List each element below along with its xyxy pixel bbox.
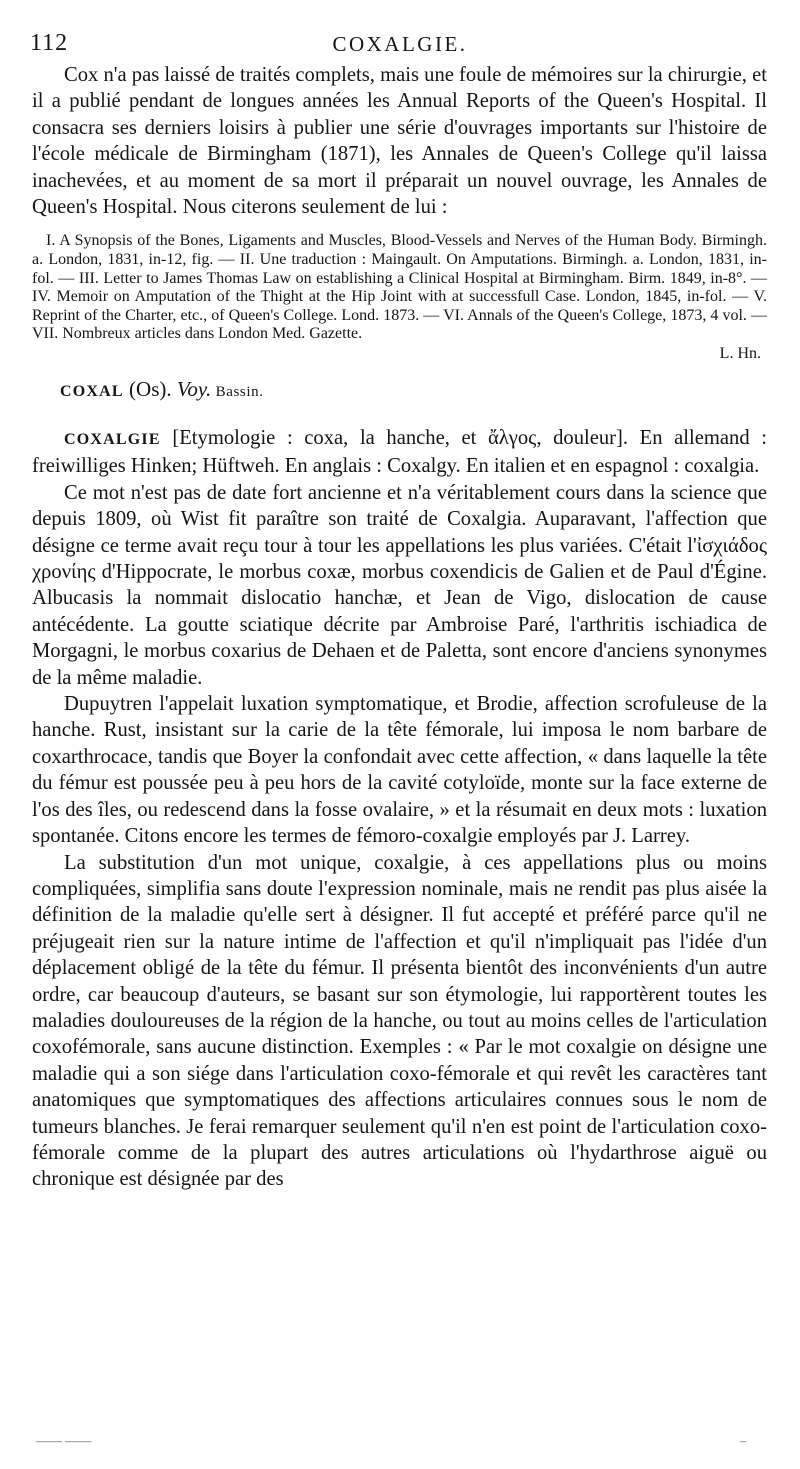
entry-coxal-voy: Voy. [176, 377, 212, 401]
author-signature: L. Hn. [719, 345, 761, 362]
page-number: 112 [30, 30, 69, 56]
etymology: [Etymologie : coxa, la hanche, et ἄλγος, douleur]. En allemand : freiwilliges Hinken; Hüftweh. En anglais : Coxalgy. En italien et en espagnol : coxalgia. [32, 427, 767, 478]
running-header [30, 30, 770, 58]
entry-coxal-os: (Os). [123, 377, 177, 401]
text-column [32, 62, 767, 1193]
entry-coxal [32, 376, 767, 405]
bottom-left-mark: —— —— [36, 1433, 92, 1448]
entry-coxalgie [32, 425, 767, 480]
running-title: COXALGIE. [332, 32, 468, 56]
bottom-right-mark: – [740, 1433, 747, 1448]
body-paragraph-2: Dupuytren l'appelait luxation symptomatique, et Brodie, affection scrofuleuse de la hanche. Rust, insistant sur la carie de la tête fémorale, lui imposa le nom barbare de coxarthrocace, tandis que Boyer la confondait avec cette affection, « dans laquelle la tête du fémur est poussée peu à peu hors de la cavité cotyloïde, monte sur la face externe de l'os des îles, ou redescend dans la fosse ovalaire, » et la résumait en deux mots : luxation spontanée. Citons encore les termes de fémoro-coxalgie employés par J. Larrey. [32, 693, 767, 848]
entry-headword-coxalgie: COXALGIE [64, 431, 161, 448]
entry-headword-coxal: COXAL [60, 383, 124, 400]
body-paragraph-3: La substitution d'un mot unique, coxalgie, à ces appellations plus ou moins compliquées, simplifia sans doute l'expression nominale, mais ne rendit pas plus aisée la définition de la maladie qu'elle sert à désigner. Il fut accepté et préféré parce qu'il ne préjugeait rien sur la nature intime de l'affection et qu'il n'impliquait pas l'idée d'un déplacement obligé de la tête du fémur. Il présenta bientôt des inconvénients d'un autre ordre, car beaucoup d'auteurs, se basant sur son étymologie, lui rapportèrent toutes les maladies douloureuses de la région de la hanche, ou tout au moins celles de l'articulation coxofémorale, sans aucune distinction. Exemples : « Par le mot coxalgie on désigne une maladie qui a son siége dans l'articulation coxo-fémorale et qui revêt les caractères tant anatomiques que symptomatiques des affections articulaires connues sous le nom de tumeurs blanches. Je ferai remarquer seulement qu'il n'en est point de l'articulation coxo-fémorale comme de la plupart des autres articulations où l'hydarthrose aiguë ou chronique est désignée par des [32, 851, 767, 1191]
body-paragraph-1: Ce mot n'est pas de date fort ancienne et n'a véritablement cours dans la science que depuis 1809, où Wist fit paraître son traité de Coxalgia. Auparavant, l'affection que désigne ce terme avait reçu tour à tour les appellations les plus variées. C'était l'ἰσχιάδος χρονίης d'Hippocrate, le morbus coxæ, morbus coxendicis de Galien et de Paul d'Égine. Albucasis la nommait dislocatio hanchæ, et Jean de Vigo, dislocation de cause antécédente. La goutte sciatique décrite par Ambroise Paré, l'arthritis ischiadica de Morgagni, le morbus coxarius de Dehaen et de Paletta, sont encore d'anciens synonymes de la même maladie. [32, 481, 767, 689]
bibliography-list: I. A Synopsis of the Bones, Ligaments and Muscles, Blood-Vessels and Nerves of the Human Body. Birmingh. a. London, 1831, in-12, fig. — II. Une traduction : Maingault. On Amputations. Birmingh. a. London, 1831, in-fol. — III. Letter to James Thomas Law on establishing a Clinical Hospital at Birmingham. Birm. 1849, in-8°. — IV. Memoir on Amputation of the Thight at the Hip Joint with at successfull Case. London, 1845, in-fol. — V. Reprint of the Charter, etc., of Queen's College. Lond. 1873. — VI. Annals of the Queen's College, 1873, 4 vol. — VII. Nombreux articles dans London Med. Gazette. [32, 232, 767, 343]
intro-paragraph: Cox n'a pas laissé de traités complets, mais une foule de mémoires sur la chirurgie, et il a publié pendant de longues années les Annual Reports of the Queen's Hospital. Il consacra ses derniers loisirs à publier une série d'ouvrages importants sur l'histoire de l'école médicale de Birmingham (1871), les Annales de Queen's College qu'il laissa inachevées, et au moment de sa mort il préparait un nouvel ouvrage, les Annales de Queen's Hospital. Nous citerons seulement de lui : [32, 64, 767, 219]
cross-reference-bassin: Bassin. [211, 384, 264, 400]
